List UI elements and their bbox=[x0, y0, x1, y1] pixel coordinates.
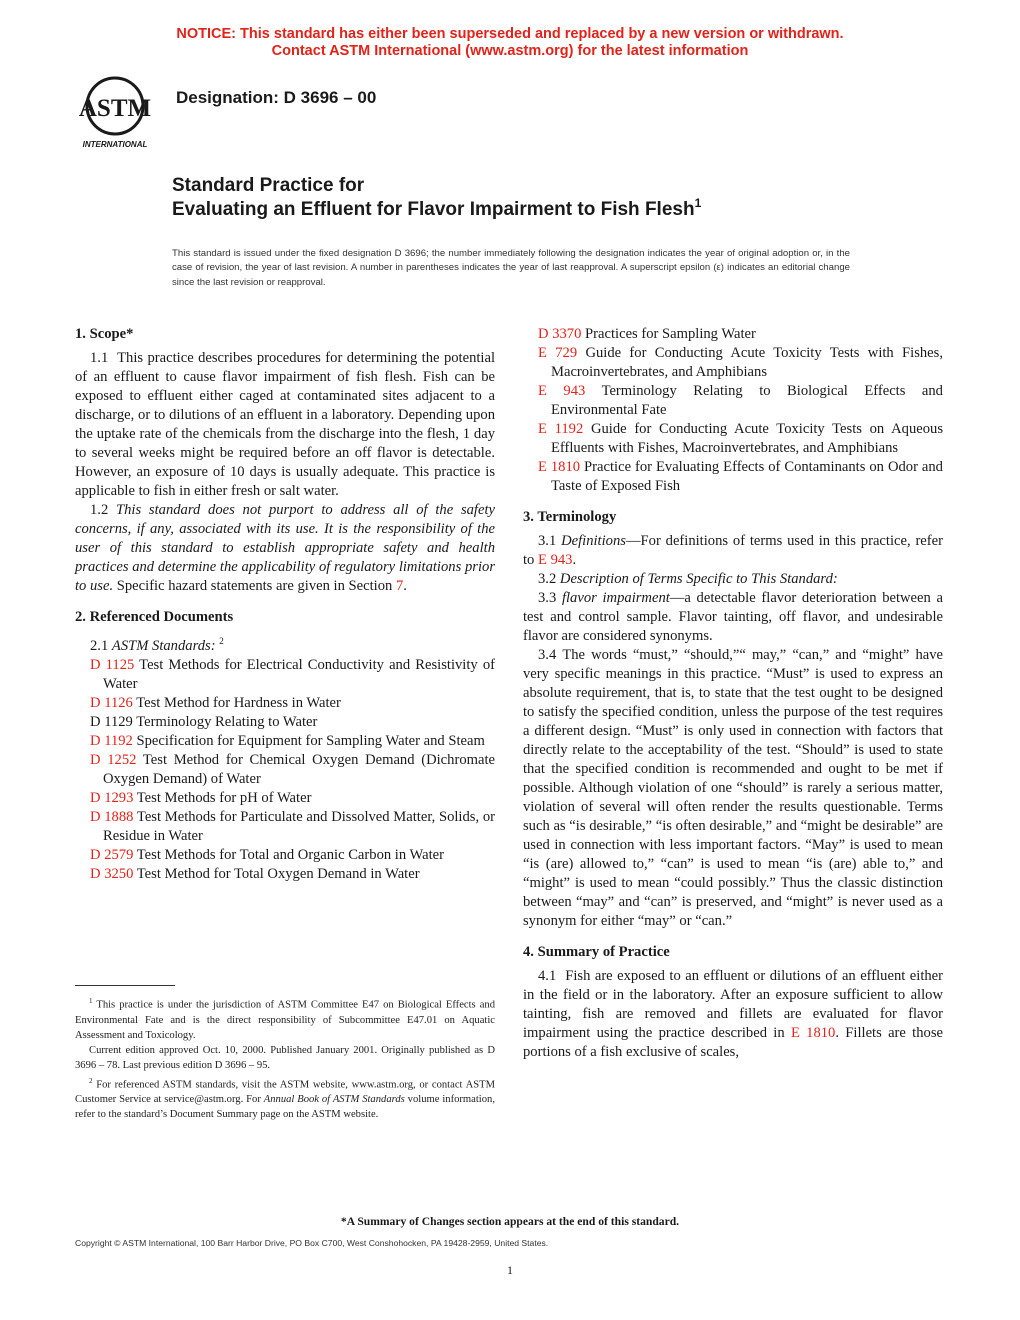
issue-note: This standard is issued under the fixed designation D 3696; the number immediately following the designation indicates the year of original adoption or, in the case of revision, the year of last revision. A number in parentheses indicates the year of last reapproval. A superscript epsilon (ε) indicates an editorial change since the last revision or reapproval. bbox=[172, 248, 850, 288]
footnote-1b: Current edition approved Oct. 10, 2000. Published January 2001. Originally published as D 3696 – 78. Last previous edition D 3696 – 95. bbox=[75, 1045, 495, 1072]
terminology-heading: 3. Terminology bbox=[523, 509, 617, 525]
reference-title: Test Method for Total Oxygen Demand in Water bbox=[136, 865, 420, 882]
reference-title: Guide for Conducting Acute Toxicity Tests with Fishes, Macroinvertebrates, and Amphibians bbox=[551, 345, 943, 380]
withdrawal-notice bbox=[0, 26, 1020, 60]
document-title bbox=[172, 175, 701, 223]
reference-code[interactable]: D 1252 bbox=[90, 751, 137, 768]
designation: Designation: D 3696 – 00 bbox=[176, 88, 377, 107]
reference-code[interactable]: E 1192 bbox=[538, 421, 584, 437]
footnote-rule bbox=[75, 985, 175, 986]
reference-title: Test Methods for Electrical Conductivity and Resistivity of Water bbox=[103, 656, 495, 692]
reference-code[interactable]: D 3370 bbox=[538, 326, 582, 342]
reference-title: Terminology Relating to Water bbox=[136, 713, 318, 730]
summary-heading: 4. Summary of Practice bbox=[523, 944, 670, 960]
footnote-1: $^1$ This practice is under the jurisdiction of ASTM Committee E47 on Biological Effects and Environmental Fate and is the direct responsibility of Subcommittee E47.01 on Aquatic Assessment and Toxicology. bbox=[75, 997, 496, 1041]
reference-code[interactable]: D 1126 bbox=[90, 694, 133, 711]
title-line-1: Standard Practice for bbox=[172, 175, 365, 196]
reference-title: Test Methods for Total and Organic Carbon in Water bbox=[136, 846, 445, 863]
term-3-2: 3.2 Description of Terms Specific to This Standard: bbox=[538, 571, 838, 587]
summary-4-1: 4.1 Fish are exposed to an effluent or dilutions of an effluent either in the field or in the laboratory. After an exposure sufficient to allow tainting, fish are removed and fillets are evaluated for flavor impairment using the practice described in E 1810. Fillets are those portions of a fish exclusive of scales, bbox=[523, 968, 944, 1060]
reference-title: Specification for Equipment for Sampling Water and Steam bbox=[136, 732, 485, 749]
reference-item bbox=[523, 344, 943, 382]
reference-item bbox=[75, 694, 495, 713]
e1810-link[interactable]: E 1810 bbox=[790, 1025, 836, 1041]
reference-item bbox=[75, 846, 495, 865]
reference-title: Test Method for Chemical Oxygen Demand (Dichromate Oxygen Demand) of Water bbox=[103, 751, 495, 787]
reference-item bbox=[523, 458, 943, 496]
scope-heading: 1. Scope* bbox=[75, 326, 134, 342]
notice-line-1: NOTICE: This standard has either been superseded and replaced by a new version or withdrawn. bbox=[176, 26, 844, 42]
logo-name: ASTM bbox=[78, 95, 152, 122]
reference-title: Test Methods for pH of Water bbox=[136, 789, 312, 806]
reference-item bbox=[75, 789, 495, 808]
notice-line-2: Contact ASTM International (www.astm.org) for the latest information bbox=[271, 43, 749, 59]
reference-code[interactable]: D 1888 bbox=[90, 808, 134, 825]
term-3-1: 3.1 Definitions—For definitions of terms used in this practice, refer to E 943. bbox=[523, 533, 943, 568]
reference-item bbox=[75, 808, 495, 846]
reference-code[interactable]: D 1125 bbox=[90, 656, 135, 673]
reference-code[interactable]: D 1293 bbox=[90, 789, 134, 806]
reference-item bbox=[75, 751, 495, 789]
reference-list-left bbox=[75, 656, 495, 884]
reference-list-right bbox=[523, 325, 943, 496]
scope-1-1: 1.1 This practice describes procedures for determining the potential of an effluent to cause flavor impairment of fish flesh. Fish can be exposed to effluent either caged at contaminated sites adjacent to a discharge, or to dilutions of an effluent in a laboratory. Depending upon the uptake rate of the chemicals from the discharge into the flesh, 1 day to several weeks might be required before an off flavor is detectable. However, an exposure of 10 days is usually adequate. This practice is applicable to fish in either fresh or salt water. bbox=[75, 350, 496, 499]
title-footnote-mark: 1 bbox=[694, 196, 702, 210]
reference-item bbox=[523, 420, 943, 458]
referenced-heading: 2. Referenced Documents bbox=[75, 609, 234, 625]
reference-item bbox=[75, 732, 495, 751]
e943-link[interactable]: E 943 bbox=[538, 552, 573, 568]
reference-code[interactable]: E 943 bbox=[538, 383, 586, 399]
left-column bbox=[75, 325, 495, 884]
astm-logo bbox=[77, 75, 161, 151]
reference-code[interactable]: D 2579 bbox=[90, 846, 134, 863]
term-3-3: 3.3 flavor impairment—a detectable flavor deterioration between a test and control sample. Flavor tainting, off flavor, and undesirable flavor are considered synonyms. bbox=[523, 590, 943, 644]
summary-of-changes-note: *A Summary of Changes section appears at the end of this standard. bbox=[340, 1215, 680, 1228]
reference-item bbox=[523, 325, 943, 344]
right-column bbox=[523, 325, 943, 1062]
term-3-4: 3.4 The words “must,” “should,”“ may,” “can,” and “might” have very specific meanings in this practice. “Must” is used to express an absolute requirement, that is, to state that the test ought to be designed to satisfy the specified condition, unless the purpose of the test requires a different design. “Must” is only used in connection with factors that directly relate to the acceptability of the test. “Should” is used to state that the specified condition is recommended and ought to be met if possible. Although violation of one “should” is rarely a serious matter, violation of several will often render the results questionable. Terms such as “is desirable,” “is often desirable,” and “might be desirable” are used in connection with less important factors. “May” is used to mean “is (are) allowed to,” “can” is used to mean “is (are) able to,” and “might” is used to mean “could possibly.” Thus the classic distinction between “may” and “can” is preserved, and “might” is never used as a synonym for either “may” or “can.” bbox=[523, 647, 943, 929]
footnotes bbox=[75, 994, 495, 1123]
reference-item bbox=[75, 865, 495, 884]
reference-code[interactable]: E 729 bbox=[538, 345, 578, 361]
reference-title: Guide for Conducting Acute Toxicity Tests on Aqueous Effluents with Fishes, Macroinvertebrates, and Amphibians bbox=[551, 421, 944, 456]
reference-item bbox=[75, 713, 495, 732]
reference-item bbox=[75, 656, 495, 694]
reference-title: Practices for Sampling Water bbox=[585, 326, 756, 342]
page-number: 1 bbox=[507, 1263, 513, 1277]
astm-standards-label: 2.1 ASTM Standards: $^2$ bbox=[90, 636, 224, 654]
footnote-2: $^2$ For referenced ASTM standards, visit the ASTM website, www.astm.org, or contact ASTM Customer Service at service@astm.org. For Annual Book of ASTM Standards volume information, refer to the standard’s Document Summary page on the ASTM website. bbox=[75, 1076, 496, 1121]
section-7-link[interactable]: 7 bbox=[395, 578, 404, 594]
title-line-2: Evaluating an Effluent for Flavor Impairment to Fish Flesh$^1$ bbox=[172, 196, 702, 220]
reference-code[interactable]: D 3250 bbox=[90, 865, 134, 882]
scope-1-2: 1.2 This standard does not purport to address all of the safety concerns, if any, associated with its use. It is the responsibility of the user of this standard to establish appropriate safety and health practices and determine the applicability of regulatory limitations prior to use. Specific hazard statements are given in Section 7. bbox=[75, 502, 495, 594]
reference-title: Terminology Relating to Biological Effects and Environmental Fate bbox=[551, 383, 943, 418]
reference-code[interactable]: D 1192 bbox=[90, 732, 133, 749]
reference-item bbox=[523, 382, 943, 420]
reference-code: D 1129 bbox=[90, 713, 133, 730]
reference-title: Test Methods for Particulate and Dissolved Matter, Solids, or Residue in Water bbox=[103, 808, 495, 844]
reference-title: Practice for Evaluating Effects of Contaminants on Odor and Taste of Exposed Fish bbox=[551, 459, 943, 494]
reference-code[interactable]: E 1810 bbox=[538, 459, 581, 475]
reference-title: Test Method for Hardness in Water bbox=[136, 694, 341, 711]
copyright: Copyright © ASTM International, 100 Barr Harbor Drive, PO Box C700, West Conshohocken, PA 19428-2959, United States. bbox=[75, 1238, 549, 1248]
logo-subtitle: INTERNATIONAL bbox=[82, 140, 148, 149]
